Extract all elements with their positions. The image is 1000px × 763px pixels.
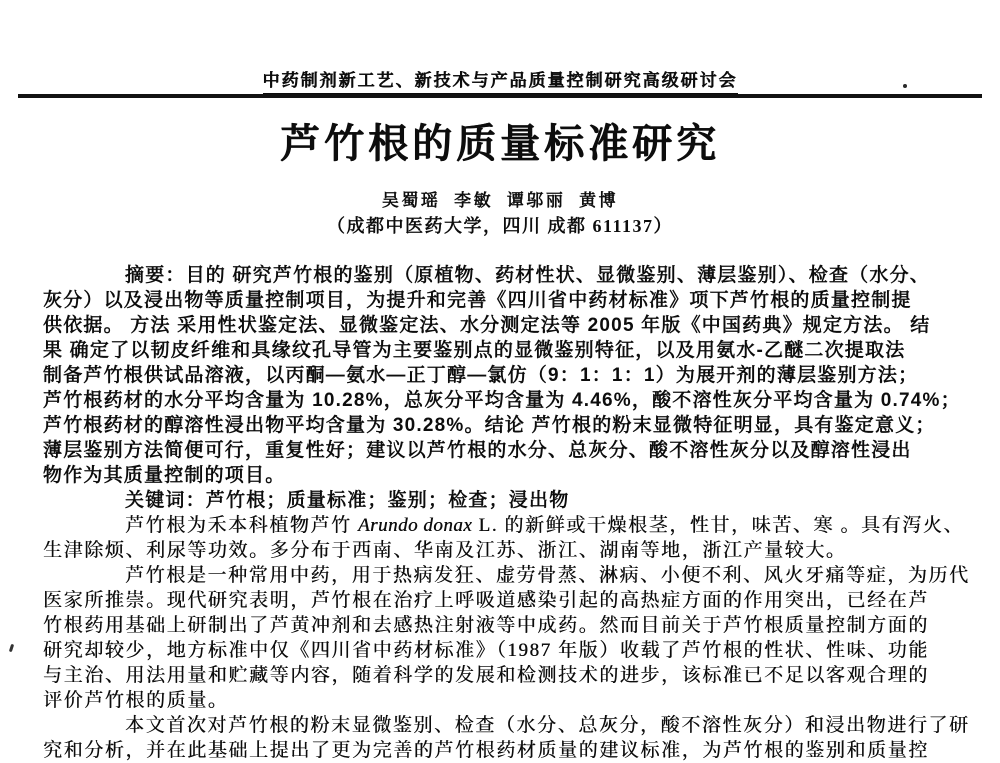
authors-line: 吴蜀瑶 李敏 谭邬丽 黄博 <box>381 191 619 210</box>
header-rule <box>18 94 982 98</box>
affiliation-line: （成都中医药大学，四川 成都 611137） <box>326 216 673 236</box>
latin-species-name: Arundo donax <box>357 515 473 536</box>
para1-text-post: L. 的新鲜或干燥根茎，性甘，味苦、寒 。具有泻火、 <box>472 515 964 536</box>
scan-artifact-dot <box>903 84 907 88</box>
abstract-line: 薄层鉴别方法简便可行，重复性好；建议以芦竹根的水分、总灰分、酸不溶性灰分以及醇溶性浸出 <box>43 440 912 461</box>
body-paragraph-line: 研究却较少，地方标准中仅《四川省中药材标准》（1987 年版）收载了芦竹根的性状、性味、功能 <box>43 640 929 661</box>
para1-text-pre: 芦竹根为禾本科植物芦竹 <box>125 515 358 536</box>
main-text-block <box>43 263 970 763</box>
abstract-line: 物作为其质量控制的项目。 <box>43 465 286 486</box>
abstract-line: 灰分）以及浸出物等质量控制项目，为提升和完善《四川省中药材标准》项下芦竹根的质量控制提 <box>43 290 912 311</box>
abstract-line: 芦竹根药材的水分平均含量为 10.28%，总灰分平均含量为 4.46%，酸不溶性灰分平均含量为 0.74%； <box>43 390 961 411</box>
abstract-line: 摘要：目的 研究芦竹根的鉴别（原植物、药材性状、显微鉴别、薄层鉴别）、检查（水分、 <box>125 265 930 286</box>
body-paragraph-line: 本文首次对芦竹根的粉末显微鉴别、检查（水分、总灰分，酸不溶性灰分）和浸出物进行了研 <box>125 715 970 736</box>
abstract-line: 制备芦竹根供试品溶液，以丙酮—氨水—正丁醇—氯仿（9：1：1：1）为展开剂的薄层鉴别方法； <box>43 365 919 386</box>
body-paragraph-line: 究和分析，并在此基础上提出了更为完善的芦竹根药材质量的建议标准，为芦竹根的鉴别和质量控 <box>43 740 929 761</box>
conference-header-row <box>0 66 1000 95</box>
body-paragraph-line: 医家所推崇。现代研究表明，芦竹根在治疗上呼吸道感染引起的高热症方面的作用突出，已经在芦 <box>43 590 929 611</box>
keywords-line: 关键词：芦竹根；质量标准；鉴别；检查；浸出物 <box>125 490 570 511</box>
paper-title: 芦竹根的质量标准研究 <box>280 122 720 166</box>
body-paragraph-line: 生津除烦、利尿等功效。多分布于西南、华南及江苏、浙江、湖南等地，浙江产量较大。 <box>43 540 847 561</box>
body-paragraph-line: 芦竹根是一种常用中药，用于热病发狂、虚劳骨蒸、淋病、小便不利、风火牙痛等症，为历代 <box>125 565 970 586</box>
body-paragraph-line: 与主治、用法用量和贮藏等内容，随着科学的发展和检测技术的进步，该标准已不足以客观合理的 <box>43 665 929 686</box>
body-paragraph-line: 评价芦竹根的质量。 <box>43 690 229 711</box>
abstract-line: 芦竹根药材的醇溶性浸出物平均含量为 30.28%。结论 芦竹根的粉末显微特征明显，具有鉴定意义； <box>43 415 936 436</box>
abstract-line: 供依据。 方法 采用性状鉴定法、显微鉴定法、水分测定法等 2005 年版《中国药典》规定方法。 结 <box>43 315 931 336</box>
body-paragraph-line <box>43 513 964 538</box>
abstract-line: 果 确定了以韧皮纤维和具缘纹孔导管为主要鉴别点的显微鉴别特征，以及用氨水-乙醚二次提取法 <box>43 340 906 361</box>
conference-header: 中药制剂新工艺、新技术与产品质量控制研究高级研讨会 <box>263 66 738 95</box>
body-paragraph-line: 竹根药用基础上研制出了芦黄冲剂和去感热注射液等中成药。然而目前关于芦竹根质量控制方面的 <box>43 615 929 636</box>
scan-artifact-tick <box>9 644 14 653</box>
